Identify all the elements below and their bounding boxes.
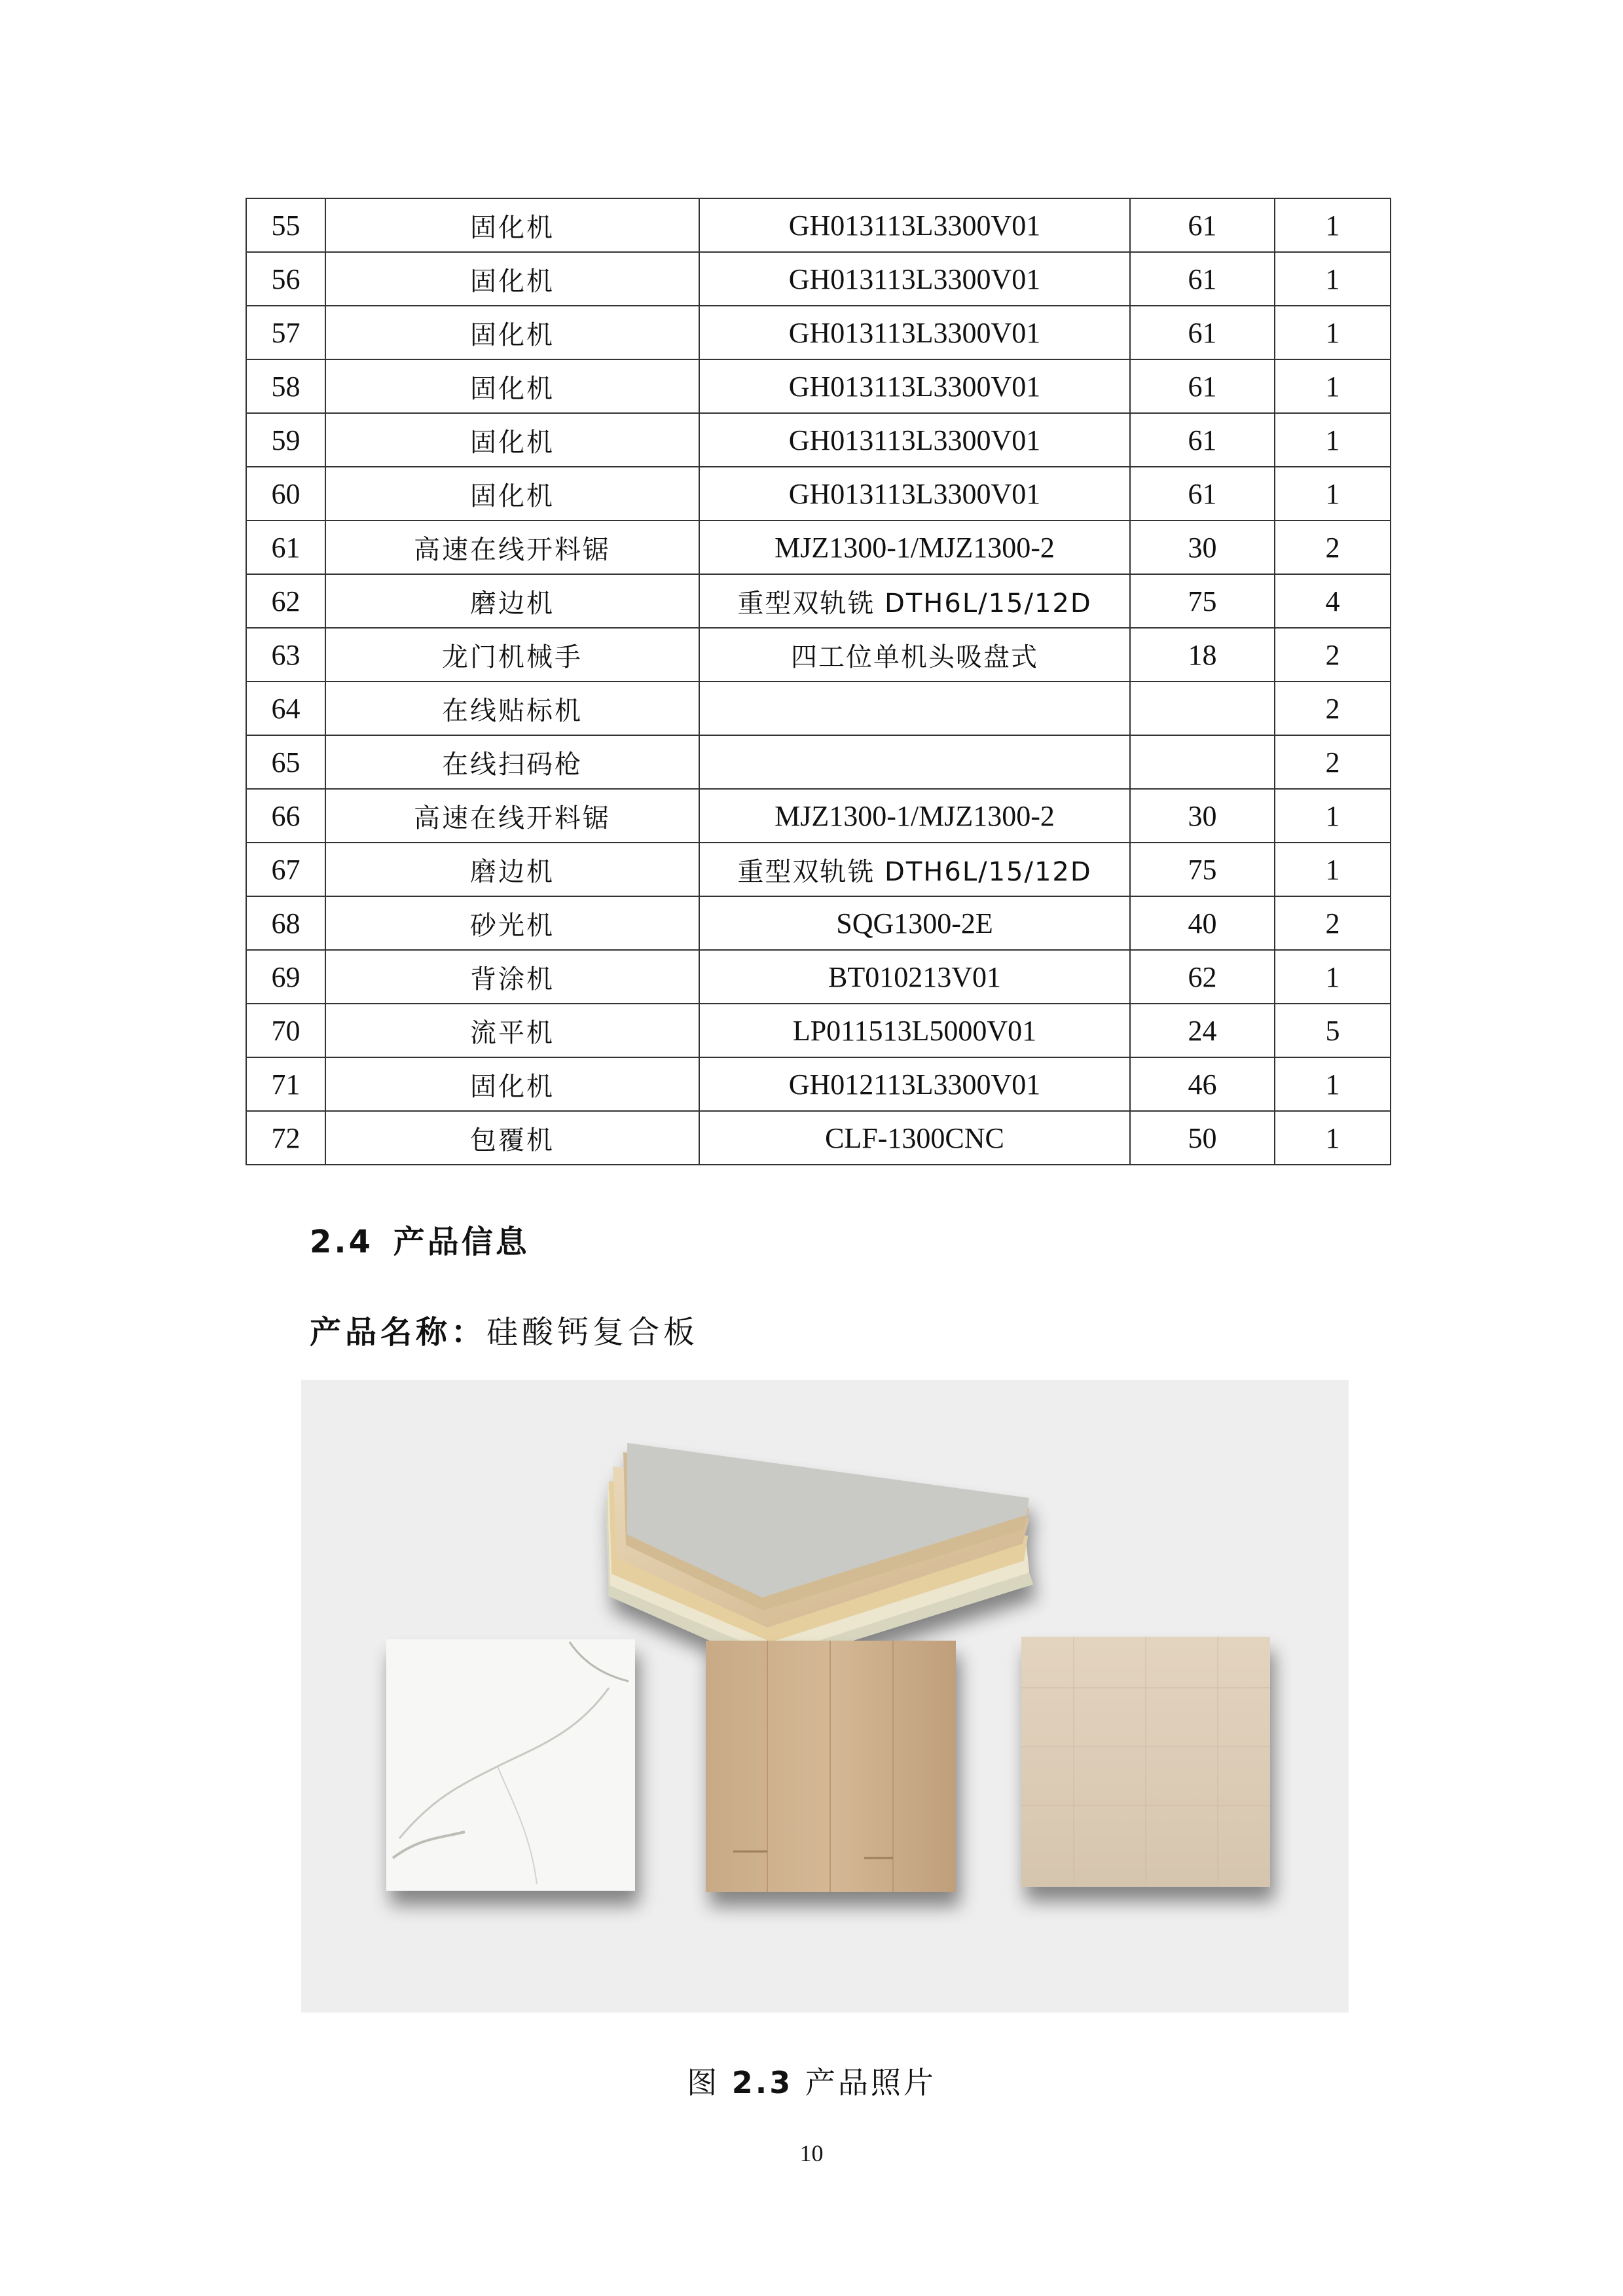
cell-quantity: 5 [1275, 1004, 1391, 1057]
cell-equipment-name: 固化机 [325, 413, 699, 467]
cell-equipment-name: 高速在线开料锯 [325, 520, 699, 574]
cell-number: 66 [246, 789, 325, 843]
wood-sample [706, 1641, 956, 1892]
cell-number: 58 [246, 359, 325, 413]
cell-quantity: 1 [1275, 413, 1391, 467]
cell-model: GH013113L3300V01 [699, 359, 1130, 413]
table-row [246, 520, 1391, 574]
cell-quantity: 4 [1275, 574, 1391, 628]
cell-power: 61 [1130, 198, 1275, 252]
cell-number: 60 [246, 467, 325, 520]
cell-power: 62 [1130, 950, 1275, 1004]
cell-equipment-name: 固化机 [325, 306, 699, 359]
table-row [246, 467, 1391, 520]
cell-power: 61 [1130, 413, 1275, 467]
cell-equipment-name: 固化机 [325, 359, 699, 413]
table-row [246, 789, 1391, 843]
cell-number: 67 [246, 843, 325, 896]
cell-model: 重型双轨铣 DTH6L/15/12D [699, 843, 1130, 896]
cell-number: 57 [246, 306, 325, 359]
cell-number: 63 [246, 628, 325, 682]
cell-equipment-name: 龙门机械手 [325, 628, 699, 682]
table-row [246, 1111, 1391, 1165]
table-row [246, 843, 1391, 896]
table-row [246, 950, 1391, 1004]
cell-quantity: 1 [1275, 1111, 1391, 1165]
cell-power: 40 [1130, 896, 1275, 950]
cell-model: BT010213V01 [699, 950, 1130, 1004]
product-photo [301, 1380, 1349, 2013]
table-row [246, 306, 1391, 359]
cell-model: MJZ1300-1/MJZ1300-2 [699, 789, 1130, 843]
cell-quantity: 2 [1275, 682, 1391, 735]
cell-equipment-name: 磨边机 [325, 843, 699, 896]
cell-number: 65 [246, 735, 325, 789]
cell-quantity: 1 [1275, 306, 1391, 359]
section-number: 2.4 [310, 1224, 374, 1260]
cell-equipment-name: 高速在线开料锯 [325, 789, 699, 843]
cell-number: 55 [246, 198, 325, 252]
cell-equipment-name: 流平机 [325, 1004, 699, 1057]
layered-board-illustration [606, 1443, 1033, 1667]
cell-number: 71 [246, 1057, 325, 1111]
cell-number: 61 [246, 520, 325, 574]
cell-model: LP011513L5000V01 [699, 1004, 1130, 1057]
cell-model: GH013113L3300V01 [699, 413, 1130, 467]
cell-model [699, 682, 1130, 735]
linen-sample [1021, 1637, 1270, 1887]
cell-power: 30 [1130, 520, 1275, 574]
cell-equipment-name: 磨边机 [325, 574, 699, 628]
cell-equipment-name: 包覆机 [325, 1111, 699, 1165]
cell-number: 64 [246, 682, 325, 735]
cell-number: 59 [246, 413, 325, 467]
cell-number: 56 [246, 252, 325, 306]
section-heading [310, 1216, 530, 1262]
table-row [246, 574, 1391, 628]
product-name-label: 产品名称： [310, 1314, 487, 1351]
cell-quantity: 2 [1275, 735, 1391, 789]
product-name-value: 硅酸钙复合板 [486, 1314, 699, 1351]
cell-model: 四工位单机头吸盘式 [699, 628, 1130, 682]
cell-number: 62 [246, 574, 325, 628]
cell-quantity: 1 [1275, 198, 1391, 252]
cell-power: 24 [1130, 1004, 1275, 1057]
cell-quantity: 2 [1275, 520, 1391, 574]
cell-model: CLF-1300CNC [699, 1111, 1130, 1165]
cell-model: GH013113L3300V01 [699, 198, 1130, 252]
table-row [246, 359, 1391, 413]
cell-power: 61 [1130, 306, 1275, 359]
cell-quantity: 1 [1275, 252, 1391, 306]
cell-quantity: 2 [1275, 628, 1391, 682]
cell-equipment-name: 在线扫码枪 [325, 735, 699, 789]
figure-number: 2.3 [731, 2065, 793, 2100]
cell-equipment-name: 固化机 [325, 467, 699, 520]
figure-title: 产品照片 [805, 2065, 936, 2100]
cell-equipment-name: 固化机 [325, 252, 699, 306]
cell-model: MJZ1300-1/MJZ1300-2 [699, 520, 1130, 574]
cell-number: 68 [246, 896, 325, 950]
table-row [246, 1057, 1391, 1111]
cell-model [699, 735, 1130, 789]
cell-number: 70 [246, 1004, 325, 1057]
cell-quantity: 1 [1275, 1057, 1391, 1111]
cell-model: GH013113L3300V01 [699, 467, 1130, 520]
cell-quantity: 1 [1275, 950, 1391, 1004]
cell-power: 30 [1130, 789, 1275, 843]
section-title: 产品信息 [393, 1224, 530, 1260]
table-row [246, 252, 1391, 306]
cell-power: 50 [1130, 1111, 1275, 1165]
cell-number: 69 [246, 950, 325, 1004]
cell-power [1130, 682, 1275, 735]
cell-quantity: 1 [1275, 359, 1391, 413]
cell-equipment-name: 固化机 [325, 1057, 699, 1111]
table-row [246, 1004, 1391, 1057]
cell-power: 61 [1130, 467, 1275, 520]
product-photo-image [301, 1380, 1349, 2013]
table-row [246, 735, 1391, 789]
table-row [246, 628, 1391, 682]
table-row [246, 896, 1391, 950]
cell-equipment-name: 在线贴标机 [325, 682, 699, 735]
cell-power: 61 [1130, 359, 1275, 413]
cell-number: 72 [246, 1111, 325, 1165]
table-row [246, 682, 1391, 735]
table-row [246, 413, 1391, 467]
cell-power [1130, 735, 1275, 789]
page-number: 10 [799, 2140, 824, 2166]
table-row [246, 198, 1391, 252]
equipment-table-body [246, 198, 1391, 1165]
cell-quantity: 1 [1275, 789, 1391, 843]
cell-power: 46 [1130, 1057, 1275, 1111]
marble-sample [386, 1639, 635, 1891]
cell-power: 75 [1130, 843, 1275, 896]
cell-quantity: 1 [1275, 467, 1391, 520]
cell-power: 18 [1130, 628, 1275, 682]
cell-equipment-name: 固化机 [325, 198, 699, 252]
product-name-line [310, 1307, 699, 1352]
cell-quantity: 1 [1275, 843, 1391, 896]
cell-model: GH012113L3300V01 [699, 1057, 1130, 1111]
equipment-table [246, 198, 1391, 1165]
cell-power: 75 [1130, 574, 1275, 628]
cell-power: 61 [1130, 252, 1275, 306]
cell-model: GH013113L3300V01 [699, 252, 1130, 306]
cell-equipment-name: 背涂机 [325, 950, 699, 1004]
figure-prefix: 图 [687, 2065, 720, 2100]
cell-quantity: 2 [1275, 896, 1391, 950]
figure-caption [0, 2059, 1623, 2102]
cell-model: GH013113L3300V01 [699, 306, 1130, 359]
cell-model: 重型双轨铣 DTH6L/15/12D [699, 574, 1130, 628]
cell-model: SQG1300-2E [699, 896, 1130, 950]
cell-equipment-name: 砂光机 [325, 896, 699, 950]
